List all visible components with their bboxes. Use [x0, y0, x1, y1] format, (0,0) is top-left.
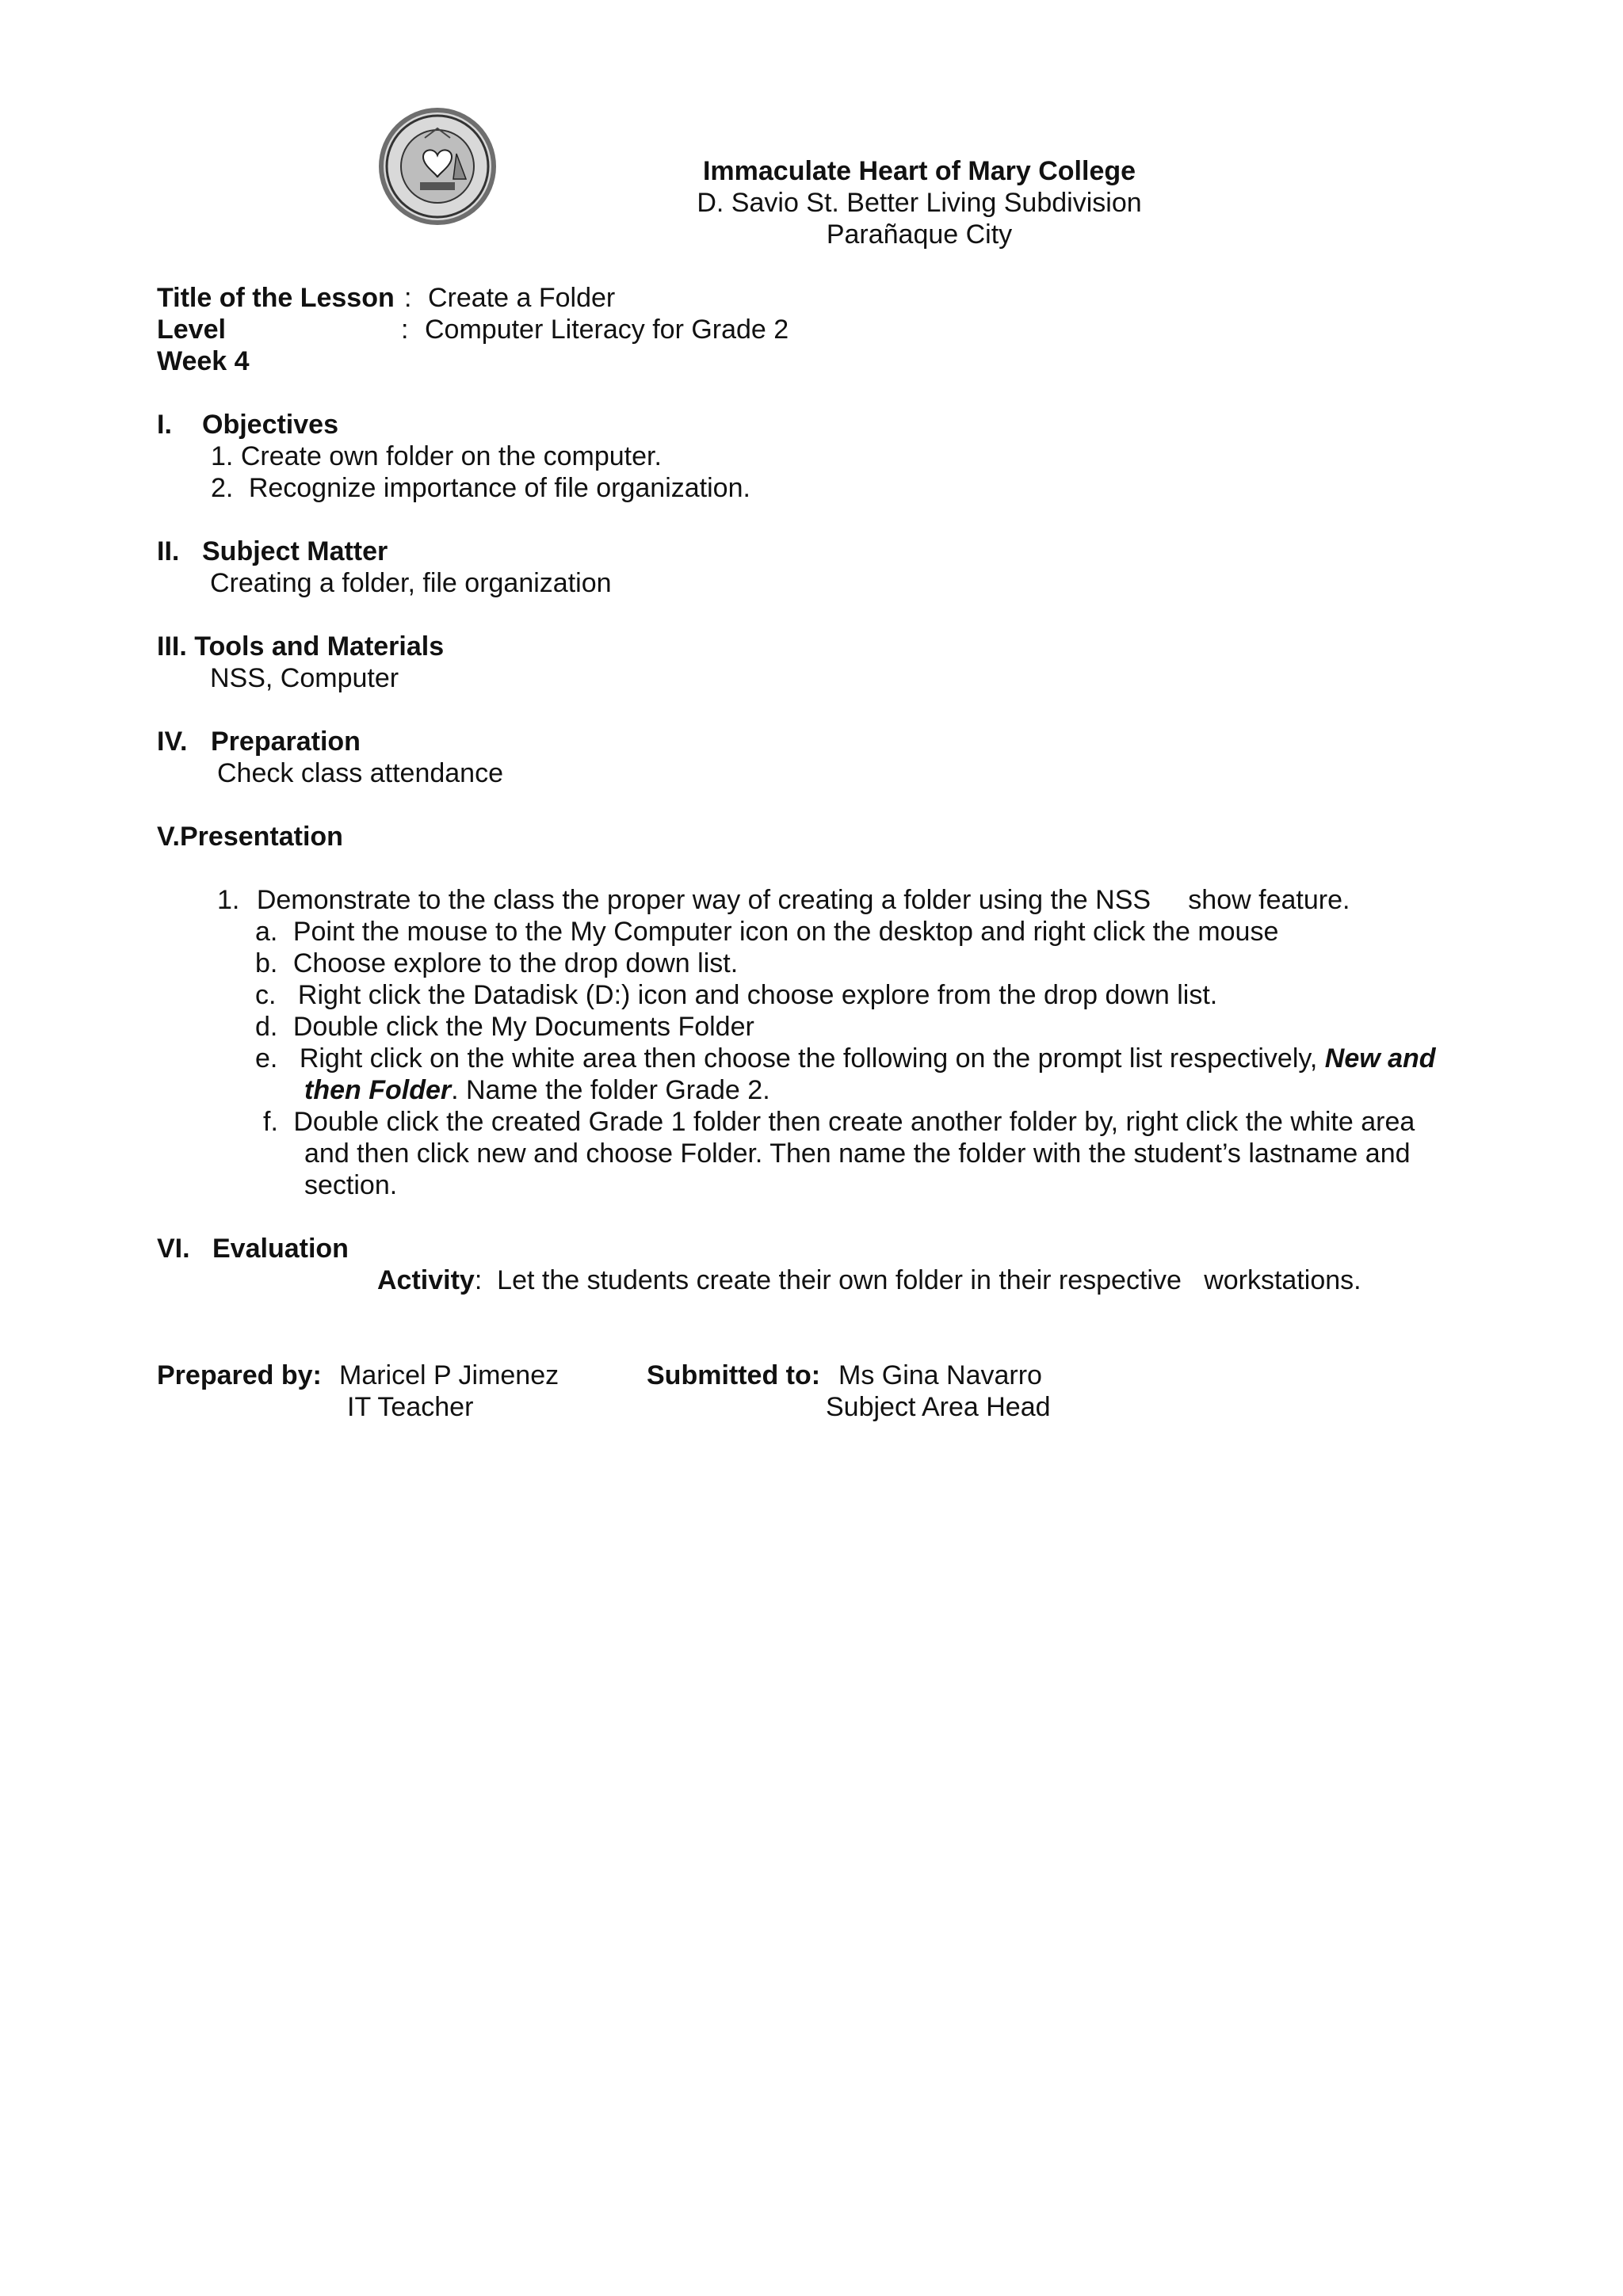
presentation-substep: f. Double click the created Grade 1 folder then create another folder by, right click the white area	[263, 1107, 1415, 1137]
presentation-substep: b. Choose explore to the drop down list.	[255, 948, 739, 978]
submitted-to-label: Submitted to:	[647, 1360, 821, 1390]
presentation-substep: d. Double click the My Documents Folder	[255, 1012, 754, 1042]
subject-matter-numeral: II.	[157, 536, 180, 566]
submitted-to-name: Ms Gina Navarro	[838, 1360, 1042, 1390]
lesson-title-value: Create a Folder	[428, 283, 616, 313]
presentation-heading: V.Presentation	[157, 822, 343, 852]
presentation-substep: e. Right click on the white area then choose the following on the prompt list respectively, New and	[255, 1043, 1436, 1074]
school-address-line2: Parañaque City	[826, 219, 1013, 250]
level-value: Computer Literacy for Grade 2	[425, 315, 789, 345]
level-label: Level	[157, 315, 226, 345]
school-name: Immaculate Heart of Mary College	[702, 156, 1136, 186]
objective-item: 1. Create own folder on the computer.	[211, 441, 662, 471]
preparation-heading: Preparation	[211, 727, 361, 757]
school-address-line1: D. Savio St. Better Living Subdivision	[697, 188, 1142, 218]
prepared-by-name: Maricel P Jimenez	[339, 1360, 559, 1390]
presentation-substep: c. Right click the Datadisk (D:) icon and choose explore from the drop down list.	[255, 980, 1218, 1010]
week-label: Week 4	[157, 346, 250, 376]
level-sep: :	[401, 315, 409, 345]
objectives-numeral: I.	[157, 410, 172, 440]
evaluation-numeral: VI.	[157, 1234, 190, 1264]
tools-body: NSS, Computer	[210, 663, 399, 693]
preparation-body: Check class attendance	[217, 758, 503, 788]
tools-heading: III. Tools and Materials	[157, 631, 445, 662]
prepared-by-role: IT Teacher	[347, 1392, 474, 1422]
subject-matter-heading: Subject Matter	[202, 536, 388, 566]
submitted-to-role: Subject Area Head	[826, 1392, 1051, 1422]
lesson-title-label: Title of the Lesson	[157, 283, 395, 313]
lesson-title-sep: :	[404, 283, 412, 313]
prepared-by-label: Prepared by:	[157, 1360, 322, 1390]
presentation-substep: a. Point the mouse to the My Computer icon on the desktop and right click the mouse	[255, 917, 1279, 947]
objective-item: 2. Recognize importance of file organization.	[211, 473, 750, 503]
objectives-heading: Objectives	[202, 410, 338, 440]
presentation-substep-cont: section.	[304, 1170, 398, 1200]
evaluation-heading: Evaluation	[212, 1234, 349, 1264]
subject-matter-body: Creating a folder, file organization	[210, 568, 612, 598]
school-seal-icon	[377, 106, 498, 227]
presentation-step: 1. Demonstrate to the class the proper way of creating a folder using the NSS show feature.	[217, 885, 1350, 915]
presentation-substep-cont: then Folder. Name the folder Grade 2.	[304, 1075, 770, 1105]
preparation-numeral: IV.	[157, 727, 188, 757]
presentation-substep-cont: and then click new and choose Folder. Then name the folder with the student’s lastname and	[304, 1138, 1411, 1169]
evaluation-activity: Activity: Let the students create their own folder in their respective workstations.	[377, 1265, 1361, 1295]
